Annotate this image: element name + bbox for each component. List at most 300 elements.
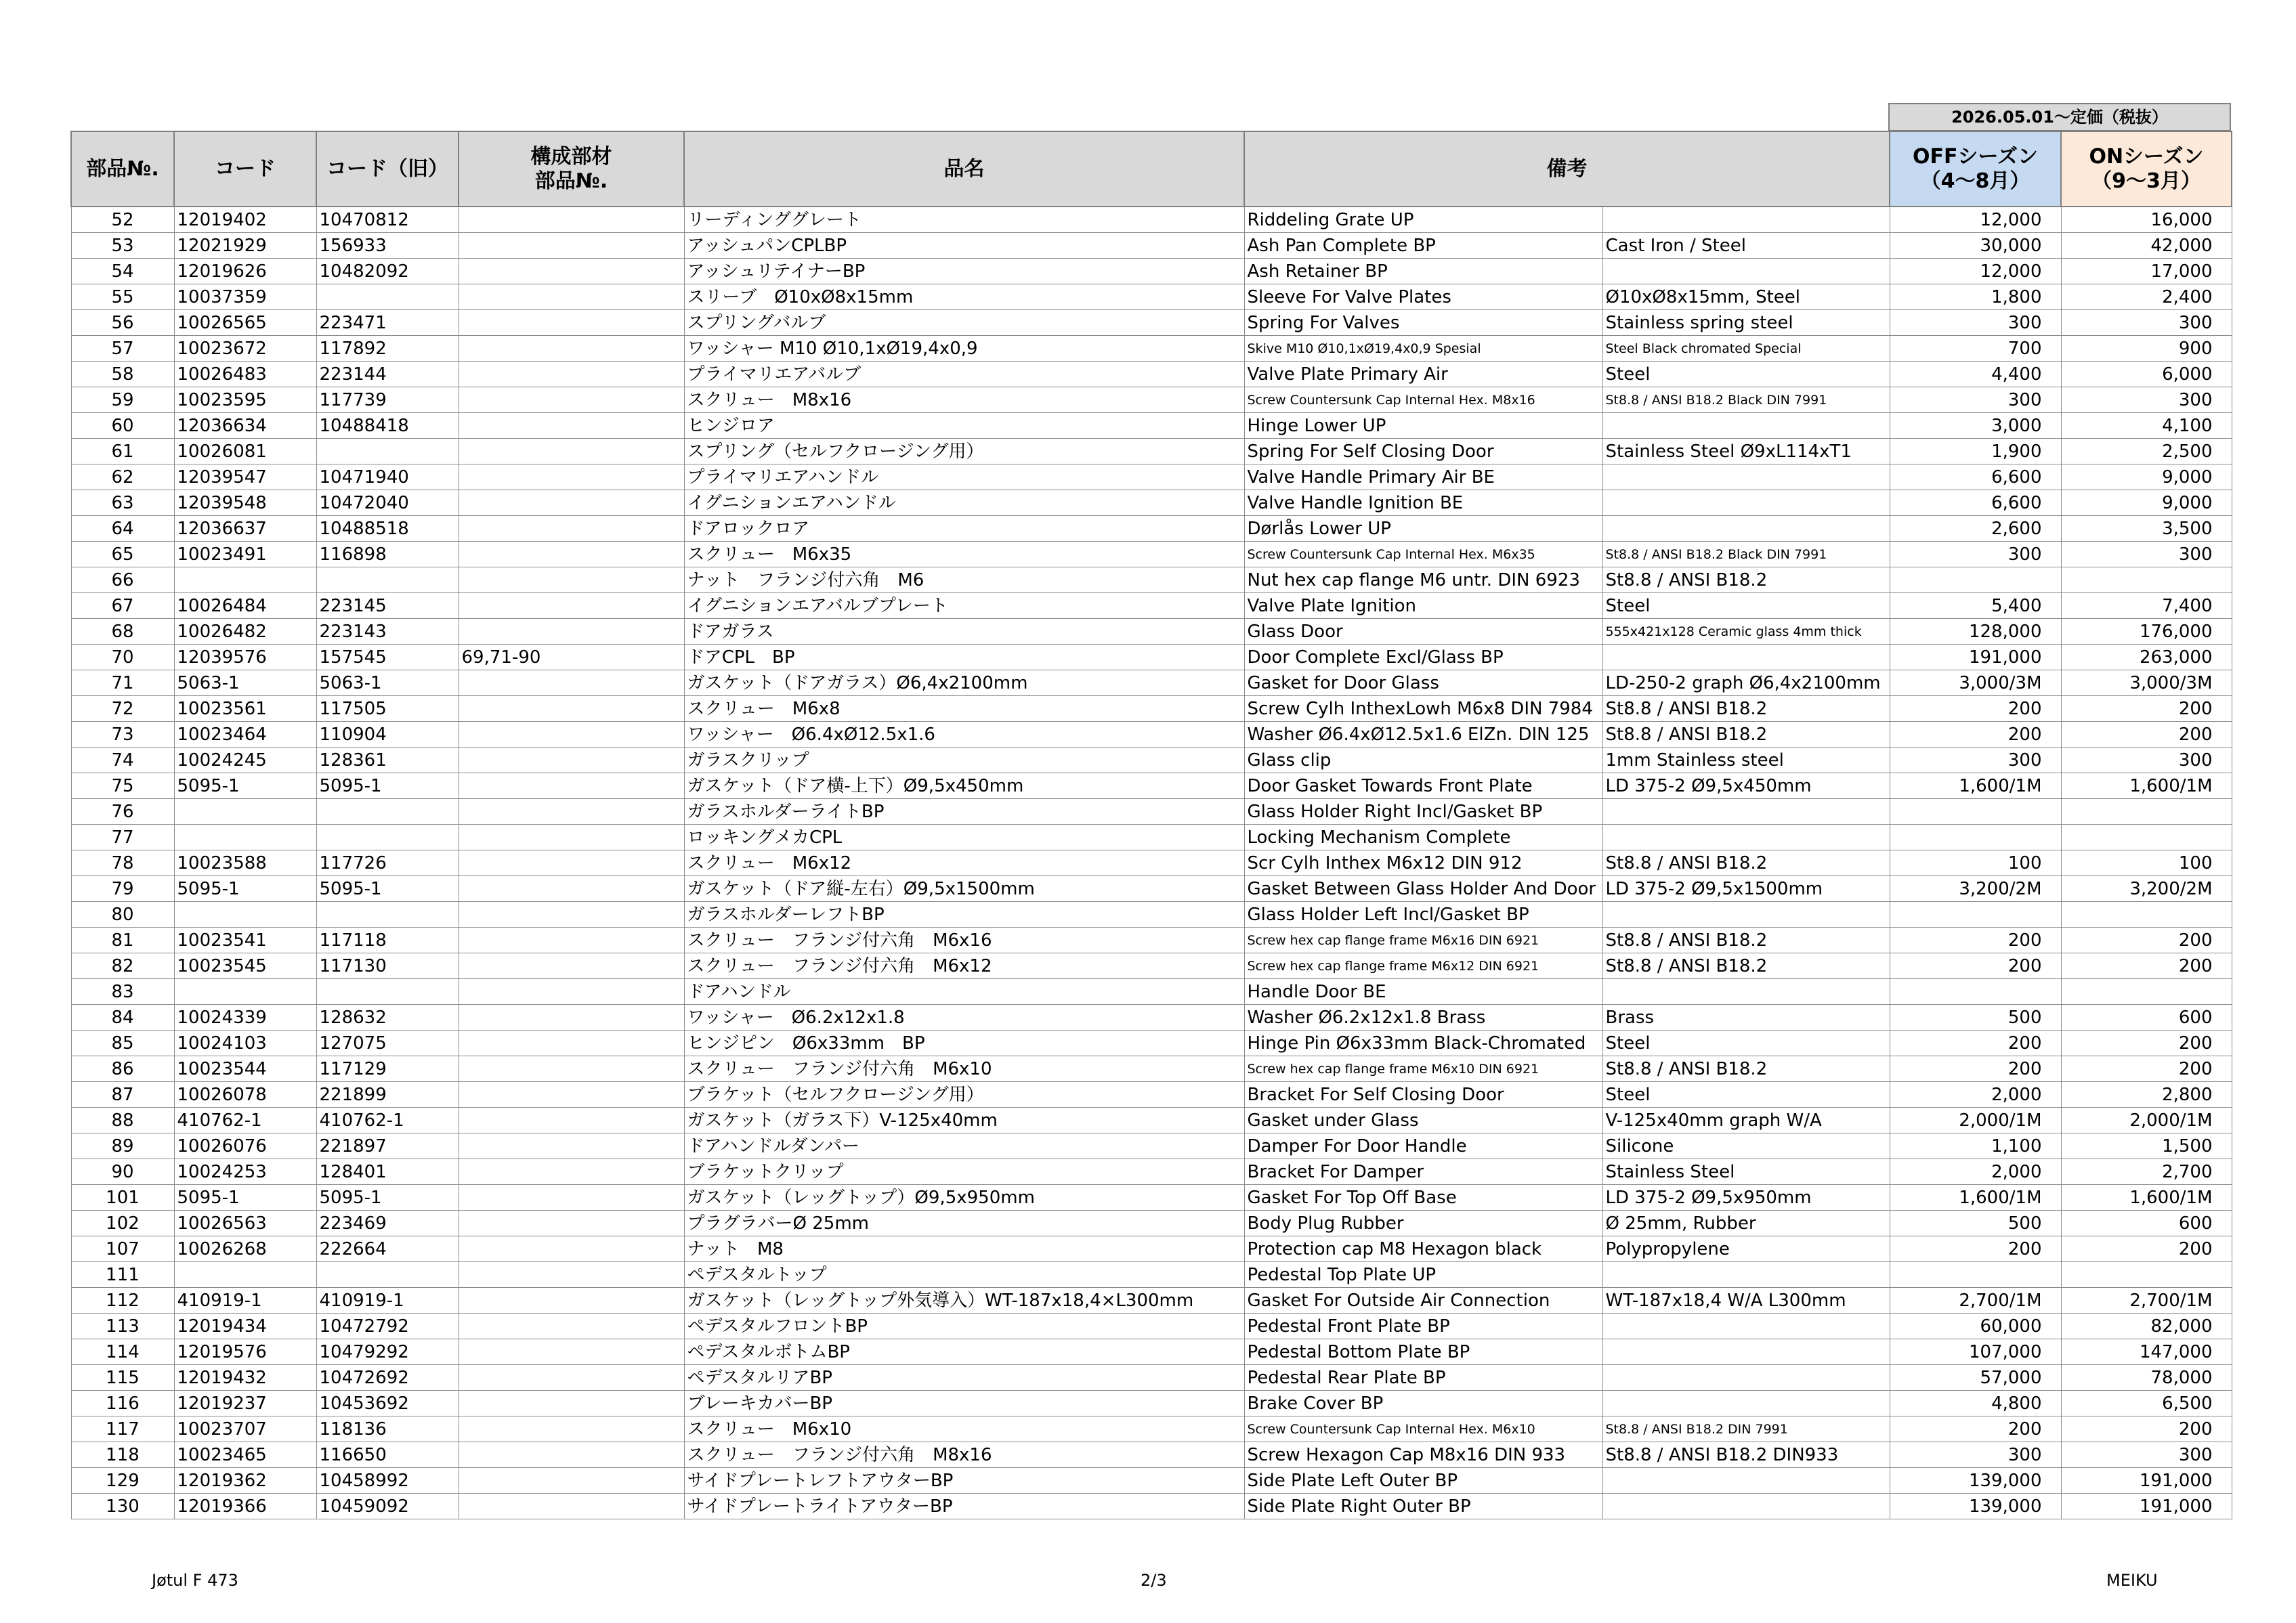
cell-code-old: 10472792	[316, 1314, 459, 1339]
cell-price-off: 200	[1890, 1416, 2061, 1442]
cell-component	[459, 979, 684, 1005]
cell-code: 10026268	[174, 1236, 316, 1262]
cell-price-on: 2,400	[2061, 284, 2232, 310]
cell-code: 10023672	[174, 336, 316, 362]
cell-spec: Stainless Steel	[1602, 1159, 1890, 1185]
table-row	[71, 593, 2232, 619]
cell-part-no: 65	[71, 542, 174, 567]
cell-name-jp: ガスケット（ドア横-上下）Ø9,5x450mm	[684, 773, 1244, 799]
cell-component	[459, 1442, 684, 1468]
cell-component	[459, 825, 684, 850]
parts-price-table	[70, 131, 2232, 1519]
cell-code-old: 221897	[316, 1133, 459, 1159]
cell-part-no: 55	[71, 284, 174, 310]
table-row	[71, 1339, 2232, 1365]
cell-name-jp: ドアCPL BP	[684, 645, 1244, 670]
cell-component	[459, 284, 684, 310]
cell-code-old: 223471	[316, 310, 459, 336]
cell-spec	[1602, 1391, 1890, 1416]
cell-code: 12036634	[174, 413, 316, 439]
cell-price-off: 2,700/1M	[1890, 1288, 2061, 1314]
cell-component	[459, 1468, 684, 1494]
cell-code: 5063-1	[174, 670, 316, 696]
cell-part-no: 70	[71, 645, 174, 670]
cell-price-off: 6,600	[1890, 490, 2061, 516]
table-row	[71, 233, 2232, 259]
cell-name-jp: ペデスタルリアBP	[684, 1365, 1244, 1391]
cell-price-off: 2,000	[1890, 1159, 2061, 1185]
cell-price-on: 2,700/1M	[2061, 1288, 2232, 1314]
cell-spec: 1mm Stainless steel	[1602, 748, 1890, 773]
cell-name-en: Protection cap M8 Hexagon black	[1244, 1236, 1602, 1262]
cell-code: 10023544	[174, 1056, 316, 1082]
table-row	[71, 670, 2232, 696]
table-row	[71, 310, 2232, 336]
cell-name-en: Washer Ø6.2x12x1.8 Brass	[1244, 1005, 1602, 1031]
cell-name-jp: ペデスタルボトムBP	[684, 1339, 1244, 1365]
cell-spec	[1602, 1262, 1890, 1288]
cell-price-on: 2,700	[2061, 1159, 2232, 1185]
table-row	[71, 876, 2232, 902]
cell-part-no: 114	[71, 1339, 174, 1365]
cell-part-no: 61	[71, 439, 174, 464]
cell-name-en: Valve Plate Primary Air	[1244, 362, 1602, 387]
cell-code: 12021929	[174, 233, 316, 259]
cell-name-jp: ワッシャー Ø6.2x12x1.8	[684, 1005, 1244, 1031]
cell-price-on: 2,000/1M	[2061, 1108, 2232, 1133]
cell-code-old: 10479292	[316, 1339, 459, 1365]
cell-spec: St8.8 / ANSI B18.2	[1602, 567, 1890, 593]
cell-price-on: 1,600/1M	[2061, 773, 2232, 799]
cell-name-en: Screw hex cap flange frame M6x12 DIN 6921	[1244, 953, 1602, 979]
cell-code-old: 117726	[316, 850, 459, 876]
cell-component	[459, 722, 684, 748]
cell-name-en: Ash Pan Complete BP	[1244, 233, 1602, 259]
header-on-season: ONシーズン （9～3月）	[2061, 131, 2232, 207]
cell-name-en: Valve Plate Ignition	[1244, 593, 1602, 619]
table-row	[71, 1391, 2232, 1416]
cell-part-no: 111	[71, 1262, 174, 1288]
table-row	[71, 645, 2232, 670]
cell-price-on: 147,000	[2061, 1339, 2232, 1365]
table-row	[71, 490, 2232, 516]
cell-part-no: 58	[71, 362, 174, 387]
cell-price-on: 42,000	[2061, 233, 2232, 259]
cell-component	[459, 876, 684, 902]
cell-code: 410762-1	[174, 1108, 316, 1133]
cell-code-old: 222664	[316, 1236, 459, 1262]
cell-price-off: 12,000	[1890, 259, 2061, 284]
footer-model: Jøtul F 473	[152, 1571, 238, 1590]
cell-price-off: 5,400	[1890, 593, 2061, 619]
cell-code: 10023707	[174, 1416, 316, 1442]
table-row	[71, 567, 2232, 593]
cell-part-no: 81	[71, 928, 174, 953]
cell-price-on: 4,100	[2061, 413, 2232, 439]
cell-part-no: 76	[71, 799, 174, 825]
cell-part-no: 82	[71, 953, 174, 979]
cell-code	[174, 979, 316, 1005]
table-row	[71, 902, 2232, 928]
header-code-old: コード（旧）	[316, 131, 459, 207]
cell-name-en: Screw Hexagon Cap M8x16 DIN 933	[1244, 1442, 1602, 1468]
cell-spec: Steel	[1602, 1031, 1890, 1056]
cell-name-jp: スプリング（セルフクロージング用）	[684, 439, 1244, 464]
cell-price-on: 200	[2061, 696, 2232, 722]
cell-code-old: 221899	[316, 1082, 459, 1108]
table-row	[71, 362, 2232, 387]
cell-code: 12039576	[174, 645, 316, 670]
cell-component	[459, 490, 684, 516]
cell-code-old: 10488418	[316, 413, 459, 439]
cell-name-jp: サイドプレートレフトアウターBP	[684, 1468, 1244, 1494]
cell-code-old	[316, 825, 459, 850]
table-row	[71, 1468, 2232, 1494]
cell-price-off: 3,200/2M	[1890, 876, 2061, 902]
cell-spec: LD 375-2 Ø9,5x450mm	[1602, 773, 1890, 799]
cell-component	[459, 336, 684, 362]
cell-price-off: 1,100	[1890, 1133, 2061, 1159]
cell-price-on	[2061, 799, 2232, 825]
table-row	[71, 413, 2232, 439]
cell-price-on: 263,000	[2061, 645, 2232, 670]
table-row	[71, 1005, 2232, 1031]
cell-code-old: 10472692	[316, 1365, 459, 1391]
cell-name-en: Gasket Between Glass Holder And Door	[1244, 876, 1602, 902]
cell-code: 12019432	[174, 1365, 316, 1391]
cell-spec: Ø10xØ8x15mm, Steel	[1602, 284, 1890, 310]
cell-price-on: 300	[2061, 748, 2232, 773]
cell-name-jp: リーディンググレート	[684, 207, 1244, 233]
cell-name-en: Locking Mechanism Complete	[1244, 825, 1602, 850]
cell-price-on: 9,000	[2061, 490, 2232, 516]
cell-name-en: Brake Cover BP	[1244, 1391, 1602, 1416]
cell-price-on: 17,000	[2061, 259, 2232, 284]
cell-name-en: Door Gasket Towards Front Plate	[1244, 773, 1602, 799]
cell-part-no: 112	[71, 1288, 174, 1314]
cell-spec: St8.8 / ANSI B18.2	[1602, 928, 1890, 953]
cell-part-no: 86	[71, 1056, 174, 1082]
cell-price-off: 300	[1890, 748, 2061, 773]
cell-component	[459, 1031, 684, 1056]
cell-price-off	[1890, 979, 2061, 1005]
table-row	[71, 1108, 2232, 1133]
cell-part-no: 118	[71, 1442, 174, 1468]
cell-code-old: 5095-1	[316, 876, 459, 902]
cell-spec: St8.8 / ANSI B18.2 Black DIN 7991	[1602, 542, 1890, 567]
cell-price-off: 30,000	[1890, 233, 2061, 259]
cell-name-jp: スクリュー M6x35	[684, 542, 1244, 567]
cell-price-off: 200	[1890, 696, 2061, 722]
cell-name-jp: ガスケット（ドアガラス）Ø6,4x2100mm	[684, 670, 1244, 696]
cell-name-en: Body Plug Rubber	[1244, 1211, 1602, 1236]
cell-part-no: 88	[71, 1108, 174, 1133]
cell-price-off: 1,900	[1890, 439, 2061, 464]
cell-part-no: 115	[71, 1365, 174, 1391]
cell-code: 10023491	[174, 542, 316, 567]
cell-code-old: 10471940	[316, 464, 459, 490]
cell-name-en: Gasket For Outside Air Connection	[1244, 1288, 1602, 1314]
cell-code: 10026563	[174, 1211, 316, 1236]
cell-code-old: 5063-1	[316, 670, 459, 696]
cell-part-no: 63	[71, 490, 174, 516]
cell-name-en: Scr Cylh Inthex M6x12 DIN 912	[1244, 850, 1602, 876]
cell-code-old: 223469	[316, 1211, 459, 1236]
table-row	[71, 799, 2232, 825]
cell-component	[459, 1494, 684, 1519]
cell-component	[459, 696, 684, 722]
cell-name-en: Ash Retainer BP	[1244, 259, 1602, 284]
cell-code: 12039547	[174, 464, 316, 490]
cell-spec: Ø 25mm, Rubber	[1602, 1211, 1890, 1236]
cell-part-no: 113	[71, 1314, 174, 1339]
cell-component	[459, 928, 684, 953]
cell-spec	[1602, 464, 1890, 490]
cell-name-en: Glass Holder Right Incl/Gasket BP	[1244, 799, 1602, 825]
table-row	[71, 1056, 2232, 1082]
header-component: 構成部材 部品№.	[459, 131, 684, 207]
cell-component	[459, 439, 684, 464]
cell-price-off: 60,000	[1890, 1314, 2061, 1339]
cell-price-off: 700	[1890, 336, 2061, 362]
cell-name-en: Screw Countersunk Cap Internal Hex. M6x35	[1244, 542, 1602, 567]
cell-name-jp: ヒンジロア	[684, 413, 1244, 439]
table-row	[71, 1442, 2232, 1468]
table-row	[71, 1314, 2232, 1339]
cell-part-no: 72	[71, 696, 174, 722]
cell-part-no: 64	[71, 516, 174, 542]
cell-name-en: Hinge Pin Ø6x33mm Black-Chromated	[1244, 1031, 1602, 1056]
header-code: コード	[174, 131, 316, 207]
cell-code: 10023588	[174, 850, 316, 876]
table-row	[71, 953, 2232, 979]
table-row	[71, 1211, 2232, 1236]
cell-name-jp: スクリュー フランジ付六角 M6x10	[684, 1056, 1244, 1082]
cell-code-old	[316, 1262, 459, 1288]
cell-name-jp: ナット フランジ付六角 M6	[684, 567, 1244, 593]
cell-name-jp: スクリュー M6x10	[684, 1416, 1244, 1442]
cell-name-jp: ペデスタルフロントBP	[684, 1314, 1244, 1339]
cell-name-jp: プラグラバーØ 25mm	[684, 1211, 1244, 1236]
cell-component	[459, 748, 684, 773]
cell-part-no: 78	[71, 850, 174, 876]
cell-price-on	[2061, 979, 2232, 1005]
cell-part-no: 87	[71, 1082, 174, 1108]
cell-component	[459, 1133, 684, 1159]
cell-name-en: Screw Countersunk Cap Internal Hex. M8x16	[1244, 387, 1602, 413]
cell-spec	[1602, 490, 1890, 516]
cell-name-en: Dørlås Lower UP	[1244, 516, 1602, 542]
cell-name-jp: ブラケットクリップ	[684, 1159, 1244, 1185]
table-row	[71, 748, 2232, 773]
cell-code: 10026483	[174, 362, 316, 387]
cell-spec: St8.8 / ANSI B18.2	[1602, 850, 1890, 876]
cell-name-jp: ドアガラス	[684, 619, 1244, 645]
table-row	[71, 464, 2232, 490]
cell-spec: Steel	[1602, 1082, 1890, 1108]
cell-component	[459, 953, 684, 979]
cell-part-no: 73	[71, 722, 174, 748]
cell-component	[459, 1159, 684, 1185]
table-row	[71, 1365, 2232, 1391]
footer-company: MEIKU	[2106, 1571, 2158, 1590]
table-row	[71, 1416, 2232, 1442]
cell-code-old	[316, 439, 459, 464]
table-row	[71, 773, 2232, 799]
cell-price-on: 200	[2061, 1416, 2232, 1442]
cell-name-en: Valve Handle Ignition BE	[1244, 490, 1602, 516]
cell-spec: St8.8 / ANSI B18.2	[1602, 953, 1890, 979]
cell-price-on: 1,600/1M	[2061, 1185, 2232, 1211]
cell-name-en: Handle Door BE	[1244, 979, 1602, 1005]
cell-code-old	[316, 799, 459, 825]
cell-code-old	[316, 979, 459, 1005]
cell-price-off	[1890, 1262, 2061, 1288]
cell-code-old: 128361	[316, 748, 459, 773]
cell-code-old: 5095-1	[316, 773, 459, 799]
cell-price-off: 2,600	[1890, 516, 2061, 542]
cell-component	[459, 464, 684, 490]
cell-spec: WT-187x18,4 W/A L300mm	[1602, 1288, 1890, 1314]
cell-name-jp: ドアハンドル	[684, 979, 1244, 1005]
cell-price-off: 200	[1890, 953, 2061, 979]
cell-code: 12039548	[174, 490, 316, 516]
cell-price-on: 200	[2061, 1236, 2232, 1262]
cell-code-old: 410762-1	[316, 1108, 459, 1133]
cell-component: 69,71-90	[459, 645, 684, 670]
cell-spec	[1602, 799, 1890, 825]
cell-code-old: 157545	[316, 645, 459, 670]
cell-code: 10026482	[174, 619, 316, 645]
cell-spec: LD-250-2 graph Ø6,4x2100mm	[1602, 670, 1890, 696]
cell-name-jp: ロッキングメカCPL	[684, 825, 1244, 850]
cell-name-jp: ガラスホルダーレフトBP	[684, 902, 1244, 928]
cell-name-en: Bracket For Damper	[1244, 1159, 1602, 1185]
cell-component	[459, 1365, 684, 1391]
cell-spec	[1602, 979, 1890, 1005]
cell-name-en: Gasket For Top Off Base	[1244, 1185, 1602, 1211]
table-row	[71, 516, 2232, 542]
cell-price-off: 4,400	[1890, 362, 2061, 387]
cell-component	[459, 773, 684, 799]
cell-name-en: Spring For Self Closing Door	[1244, 439, 1602, 464]
cell-name-jp: ペデスタルトップ	[684, 1262, 1244, 1288]
cell-price-off	[1890, 567, 2061, 593]
cell-price-on: 191,000	[2061, 1468, 2232, 1494]
cell-code: 5095-1	[174, 1185, 316, 1211]
cell-component	[459, 1108, 684, 1133]
cell-price-on: 3,200/2M	[2061, 876, 2232, 902]
cell-price-off	[1890, 799, 2061, 825]
cell-code: 10023545	[174, 953, 316, 979]
cell-spec	[1602, 1339, 1890, 1365]
table-row	[71, 1494, 2232, 1519]
cell-part-no: 80	[71, 902, 174, 928]
table-row	[71, 850, 2232, 876]
cell-part-no: 53	[71, 233, 174, 259]
cell-code: 12019366	[174, 1494, 316, 1519]
cell-code-old: 156933	[316, 233, 459, 259]
cell-code	[174, 825, 316, 850]
cell-code-old: 117118	[316, 928, 459, 953]
cell-spec: Brass	[1602, 1005, 1890, 1031]
cell-price-on: 2,500	[2061, 439, 2232, 464]
cell-price-off: 200	[1890, 722, 2061, 748]
cell-spec: LD 375-2 Ø9,5x950mm	[1602, 1185, 1890, 1211]
table-row	[71, 1133, 2232, 1159]
cell-code	[174, 902, 316, 928]
cell-part-no: 74	[71, 748, 174, 773]
cell-component	[459, 670, 684, 696]
cell-price-off: 3,000/3M	[1890, 670, 2061, 696]
cell-name-jp: ナット M8	[684, 1236, 1244, 1262]
table-row	[71, 696, 2232, 722]
cell-component	[459, 1185, 684, 1211]
cell-price-on: 82,000	[2061, 1314, 2232, 1339]
cell-component	[459, 1211, 684, 1236]
cell-price-off: 1,600/1M	[1890, 773, 2061, 799]
table-row	[71, 1236, 2232, 1262]
cell-price-on	[2061, 567, 2232, 593]
cell-code: 10024103	[174, 1031, 316, 1056]
cell-spec	[1602, 902, 1890, 928]
cell-spec: Steel	[1602, 362, 1890, 387]
cell-name-jp: スクリュー M6x12	[684, 850, 1244, 876]
table-row	[71, 1185, 2232, 1211]
cell-name-en: Pedestal Bottom Plate BP	[1244, 1339, 1602, 1365]
cell-part-no: 66	[71, 567, 174, 593]
cell-price-off: 300	[1890, 310, 2061, 336]
cell-name-en: Pedestal Rear Plate BP	[1244, 1365, 1602, 1391]
cell-code: 410919-1	[174, 1288, 316, 1314]
cell-name-jp: スリーブ Ø10xØ8x15mm	[684, 284, 1244, 310]
cell-component	[459, 799, 684, 825]
cell-price-off: 100	[1890, 850, 2061, 876]
cell-code-old: 5095-1	[316, 1185, 459, 1211]
cell-code-old: 10488518	[316, 516, 459, 542]
cell-name-jp: ガスケット（レッグトップ）Ø9,5x950mm	[684, 1185, 1244, 1211]
cell-name-jp: ワッシャー Ø6.4xØ12.5x1.6	[684, 722, 1244, 748]
cell-price-off: 500	[1890, 1211, 2061, 1236]
table-row	[71, 722, 2232, 748]
cell-price-on	[2061, 825, 2232, 850]
cell-spec	[1602, 1314, 1890, 1339]
cell-price-off: 2,000/1M	[1890, 1108, 2061, 1133]
cell-name-jp: スクリュー フランジ付六角 M6x12	[684, 953, 1244, 979]
cell-spec: Steel	[1602, 593, 1890, 619]
footer-page-number: 2/3	[1141, 1571, 1167, 1590]
cell-name-en: Nut hex cap flange M6 untr. DIN 6923	[1244, 567, 1602, 593]
cell-spec: St8.8 / ANSI B18.2	[1602, 722, 1890, 748]
cell-price-on: 191,000	[2061, 1494, 2232, 1519]
cell-spec	[1602, 645, 1890, 670]
cell-name-en: Gasket for Door Glass	[1244, 670, 1602, 696]
cell-spec: St8.8 / ANSI B18.2 DIN933	[1602, 1442, 1890, 1468]
cell-spec: St8.8 / ANSI B18.2 Black DIN 7991	[1602, 387, 1890, 413]
table-row	[71, 542, 2232, 567]
table-row	[71, 979, 2232, 1005]
cell-name-en: Side Plate Right Outer BP	[1244, 1494, 1602, 1519]
cell-component	[459, 1082, 684, 1108]
cell-spec: Cast Iron / Steel	[1602, 233, 1890, 259]
cell-code: 10024339	[174, 1005, 316, 1031]
cell-part-no: 60	[71, 413, 174, 439]
table-header-row	[71, 131, 2232, 207]
cell-name-jp: プライマリエアバルブ	[684, 362, 1244, 387]
cell-spec	[1602, 1365, 1890, 1391]
cell-code-old: 10459092	[316, 1494, 459, 1519]
cell-part-no: 102	[71, 1211, 174, 1236]
